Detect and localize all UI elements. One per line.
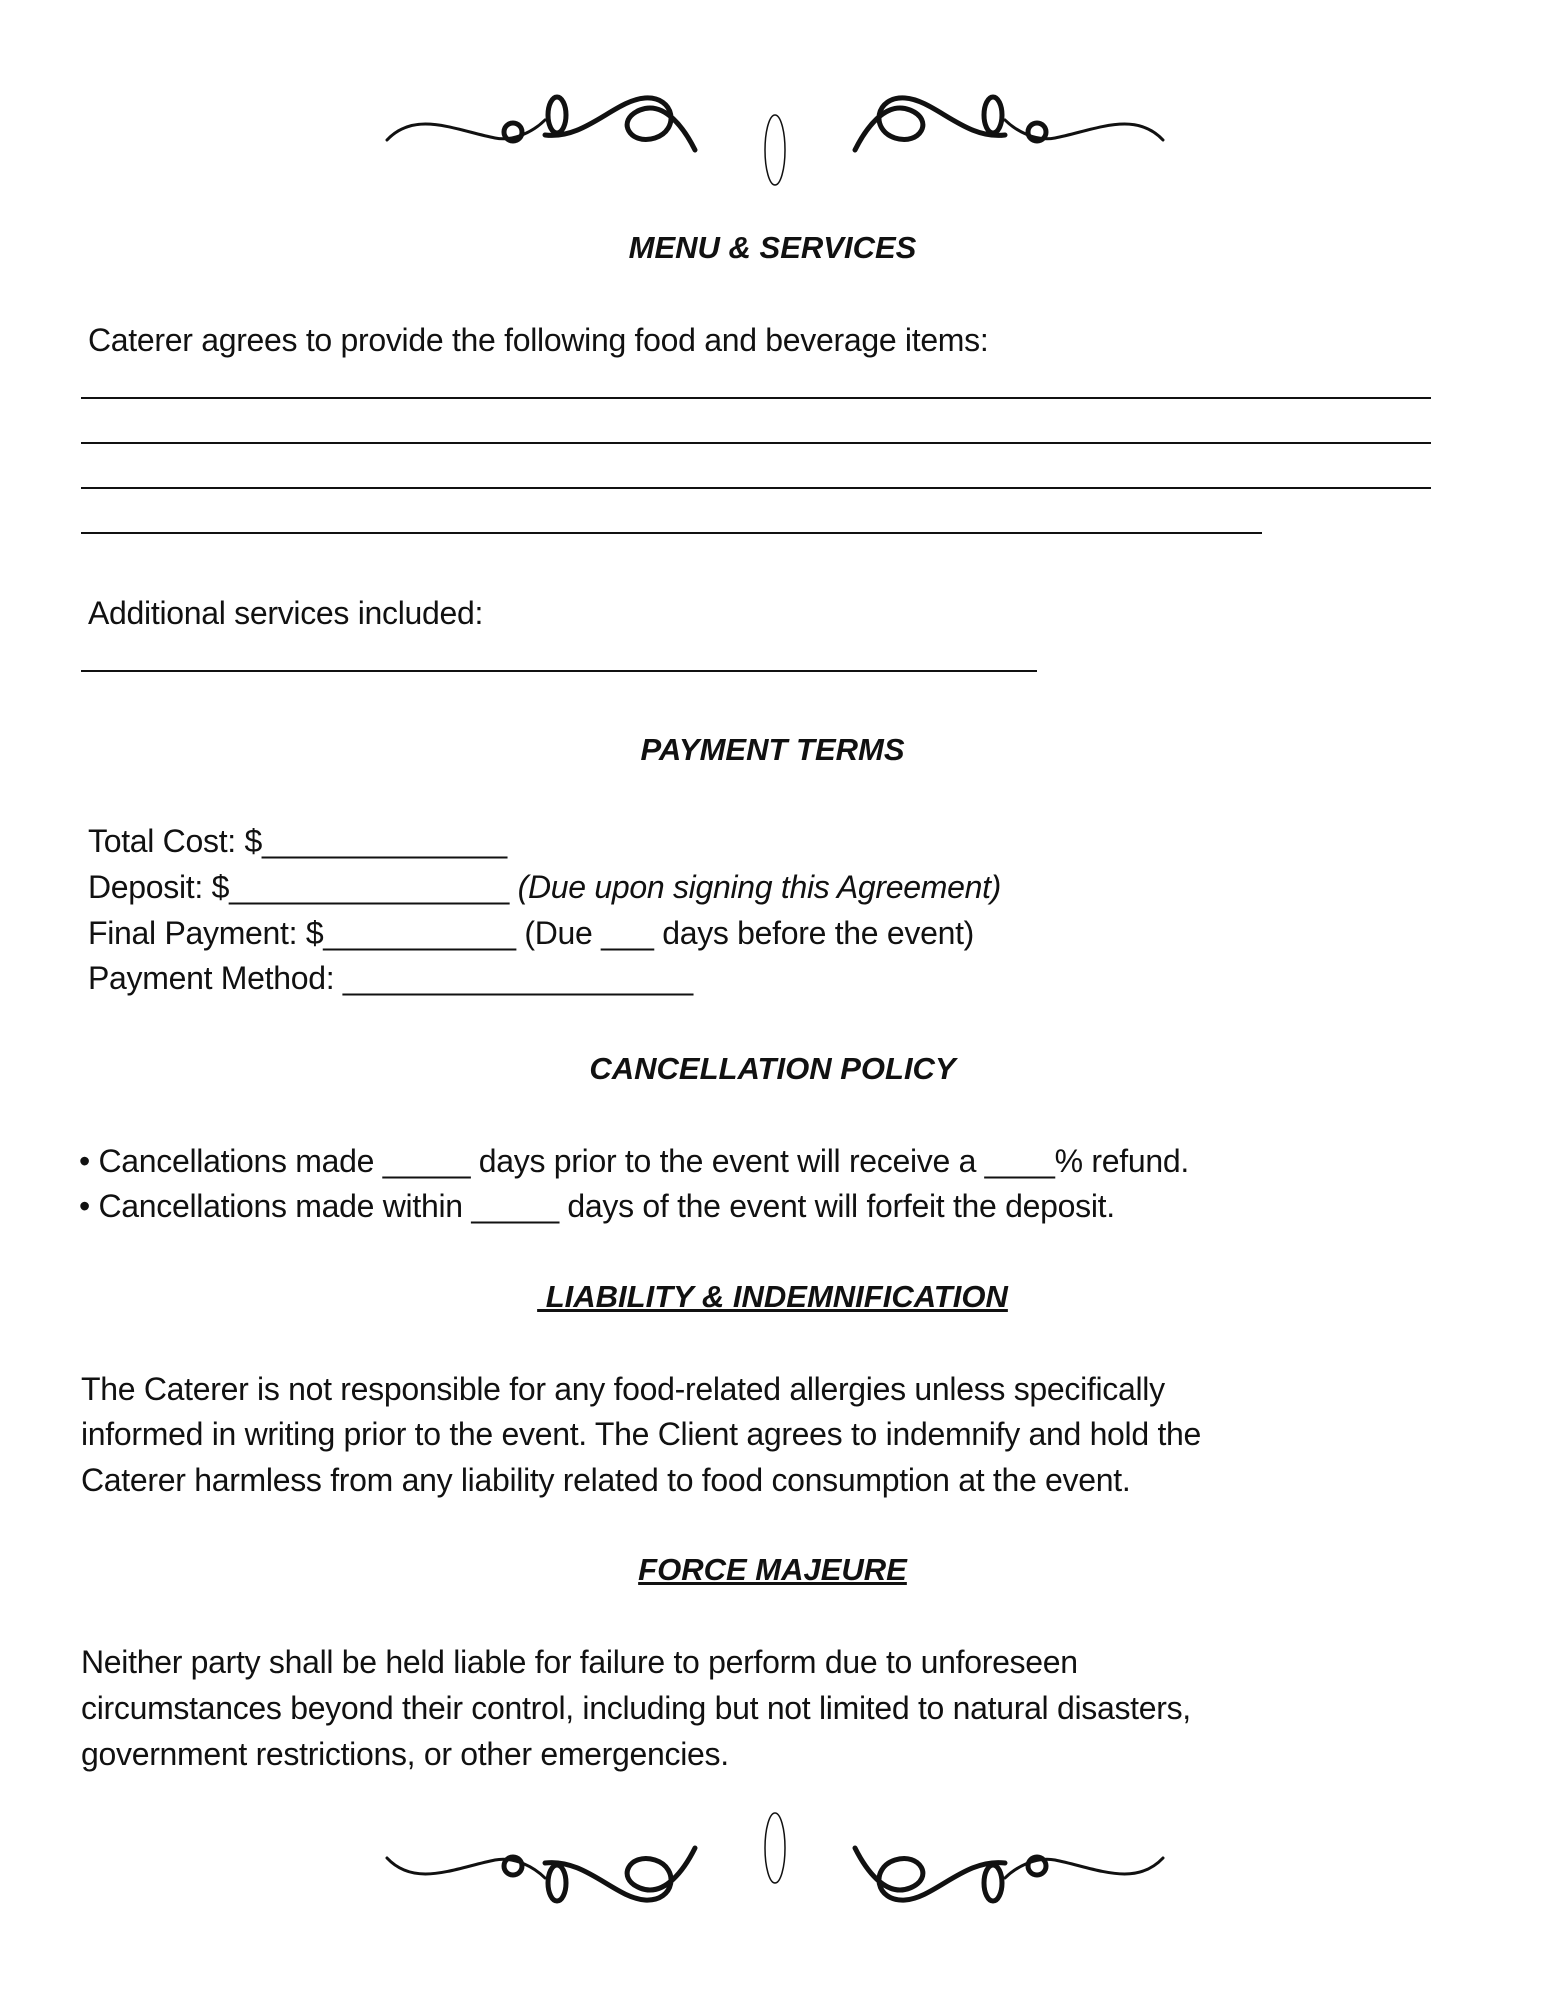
liability-paragraph-line: Caterer harmless from any liability related to food consumption at the event. [81, 1462, 1131, 1498]
deposit-line [88, 864, 1001, 910]
additional-services-label: Additional services included: [88, 595, 484, 631]
deposit-label: Deposit: $________________ [88, 869, 510, 905]
blank-line [81, 532, 1262, 534]
final-payment-line: Final Payment: $___________ (Due ___ days before the event) [88, 915, 975, 951]
liability-heading: LIABILITY & INDEMNIFICATION [537, 1279, 1008, 1314]
force-majeure-heading: FORCE MAJEURE [638, 1552, 907, 1587]
blank-line [81, 397, 1431, 399]
force-majeure-paragraph-line: circumstances beyond their control, including but not limited to natural disasters, [81, 1690, 1191, 1726]
blank-line [81, 487, 1431, 489]
cancellation-item: • Cancellations made within _____ days of the event will forfeit the deposit. [79, 1188, 1115, 1224]
payment-method-line: Payment Method: ____________________ [88, 960, 693, 996]
menu-services-heading: MENU & SERVICES [628, 230, 917, 265]
force-majeure-paragraph-line: Neither party shall be held liable for failure to perform due to unforeseen [81, 1644, 1078, 1680]
menu-intro-text: Caterer agrees to provide the following food and beverage items: [88, 322, 989, 358]
payment-terms-heading: PAYMENT TERMS [640, 732, 905, 767]
top-flourish-ornament [385, 90, 1165, 190]
cancellation-item: • Cancellations made _____ days prior to the event will receive a ____% refund. [79, 1143, 1189, 1179]
total-cost-line: Total Cost: $______________ [88, 823, 507, 859]
blank-line [81, 442, 1431, 444]
force-majeure-paragraph-line: government restrictions, or other emergencies. [81, 1736, 729, 1772]
cancellation-policy-heading: CANCELLATION POLICY [589, 1051, 956, 1086]
blank-line [81, 670, 1037, 672]
bottom-flourish-ornament [385, 1808, 1165, 1908]
liability-paragraph-line: informed in writing prior to the event. The Client agrees to indemnify and hold the [81, 1416, 1202, 1452]
deposit-note: (Due upon signing this Agreement) [517, 869, 1002, 905]
liability-paragraph-line: The Caterer is not responsible for any food-related allergies unless specifically [81, 1371, 1165, 1407]
